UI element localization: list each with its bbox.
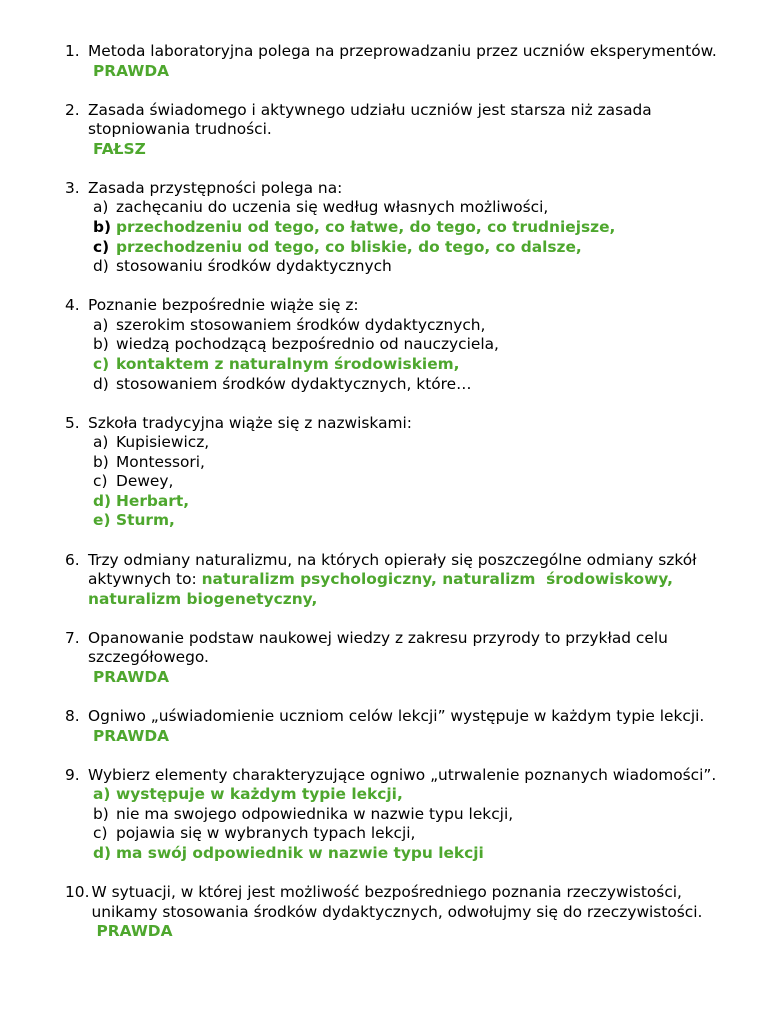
option-text: przechodzeniu od tego, co łatwe, do tego, co trudniejsze,	[116, 218, 616, 237]
item-number: 9.	[65, 765, 80, 784]
option-text: pojawia się w wybranych typach lekcji,	[116, 824, 416, 843]
item-body	[88, 296, 740, 394]
option-list	[88, 198, 740, 276]
option-label: b)	[93, 335, 109, 354]
answer-text: PRAWDA	[93, 667, 170, 686]
option-label: e)	[93, 511, 111, 530]
question-text: Opanowanie podstaw naukowej wiedzy z zakresu przyrody to przykład celu szczegółowego.	[88, 628, 668, 667]
question-item	[65, 414, 740, 531]
question-text	[88, 551, 740, 610]
option-item	[93, 453, 740, 473]
option-text: występuje w każdym typie lekcji,	[116, 785, 403, 804]
item-body	[88, 101, 740, 160]
question-text: Wybierz elementy charakteryzujące ogniwo „utrwalenie poznanych wiadomości”.	[88, 765, 717, 784]
option-list	[88, 785, 740, 863]
option-label: c)	[93, 237, 110, 256]
item-number: 6.	[65, 550, 80, 569]
option-label: c)	[93, 354, 110, 373]
option-text: stosowaniu środków dydaktycznych	[116, 257, 392, 276]
question-text: Metoda laboratoryjna polega na przeprowadzaniu przez uczniów eksperymentów.	[88, 42, 717, 60]
option-label: b)	[93, 804, 109, 823]
question-text: Szkoła tradycyjna wiąże się z nazwiskami:	[88, 413, 412, 432]
option-label: a)	[93, 433, 109, 452]
item-body	[88, 551, 740, 610]
question-text: W sytuacji, w której jest możliwość bezpośredniego poznania rzeczywistości, unikamy stosowania środków dydaktycznych, odwołujmy się do rzeczywistości.	[91, 883, 703, 921]
question-text: Ogniwo „uświadomienie uczniom celów lekcji” występuje w każdym typie lekcji.	[88, 707, 705, 726]
question-item	[65, 551, 740, 610]
option-item-correct	[93, 238, 740, 258]
option-item-correct	[93, 844, 740, 864]
item-body	[88, 707, 740, 746]
item-number: 8.	[65, 707, 80, 726]
option-item-correct	[93, 511, 740, 531]
option-item	[93, 805, 740, 825]
option-label: a)	[93, 198, 109, 217]
item-number: 2.	[65, 100, 80, 119]
document-page	[65, 42, 740, 961]
option-item	[93, 375, 740, 395]
answer-text: naturalizm psychologiczny, naturalizm środowiskowy, naturalizm biogenetyczny,	[88, 570, 679, 608]
option-text: Montessori,	[116, 452, 205, 471]
option-text: Dewey,	[116, 472, 174, 491]
item-body	[88, 766, 740, 864]
item-body	[88, 629, 740, 688]
option-text: stosowaniem środków dydaktycznych, które…	[116, 374, 472, 393]
option-label: d)	[93, 374, 109, 393]
option-item	[93, 824, 740, 844]
option-label: d)	[93, 843, 112, 862]
item-body	[88, 414, 740, 531]
option-text: wiedzą pochodzącą bezpośrednio od nauczyciela,	[116, 335, 499, 354]
option-text: przechodzeniu od tego, co bliskie, do tego, co dalsze,	[116, 237, 582, 256]
option-text: zachęcaniu do uczenia się według własnych możliwości,	[116, 198, 549, 217]
option-label: d)	[93, 491, 112, 510]
option-text: Herbart,	[116, 491, 190, 510]
option-text: nie ma swojego odpowiednika w nazwie typu lekcji,	[116, 804, 514, 823]
option-label: a)	[93, 785, 111, 804]
option-text: Kupisiewicz,	[116, 433, 210, 452]
option-item-correct	[93, 785, 740, 805]
option-text: kontaktem z naturalnym środowiskiem,	[116, 354, 460, 373]
answer-text: PRAWDA	[93, 726, 170, 745]
item-number: 4.	[65, 296, 80, 315]
option-item	[93, 257, 740, 277]
question-item	[65, 883, 740, 942]
question-item	[65, 42, 740, 81]
answer-text: FAŁSZ	[93, 139, 146, 158]
option-item	[93, 433, 740, 453]
option-text: szerokim stosowaniem środków dydaktycznych,	[116, 315, 486, 334]
option-item-correct	[93, 218, 740, 238]
question-item	[65, 296, 740, 394]
option-list	[88, 316, 740, 394]
question-item	[65, 101, 740, 160]
question-text: Zasada przystępności polega na:	[88, 178, 343, 197]
option-item	[93, 316, 740, 336]
question-lead: Trzy odmiany naturalizmu, na których opierały się poszczególne odmiany szkół aktywnych to:	[88, 550, 697, 589]
option-list	[88, 433, 740, 531]
option-item	[93, 335, 740, 355]
option-label: c)	[93, 472, 108, 491]
option-label: b)	[93, 452, 109, 471]
option-item-correct	[93, 492, 740, 512]
option-text: ma swój odpowiednik w nazwie typu lekcji	[116, 843, 484, 862]
item-number: 7.	[65, 628, 80, 647]
option-label: c)	[93, 824, 108, 843]
question-item	[65, 766, 740, 864]
question-text: Poznanie bezpośrednie wiąże się z:	[88, 296, 359, 315]
item-body	[88, 42, 740, 81]
question-text: Zasada świadomego i aktywnego udziału uczniów jest starsza niż zasada stopniowania trudności.	[88, 100, 652, 139]
option-item	[93, 198, 740, 218]
item-body	[88, 179, 740, 277]
option-item	[93, 472, 740, 492]
item-number: 5.	[65, 413, 80, 432]
item-number: 3.	[65, 178, 80, 197]
answer-text: PRAWDA	[96, 922, 173, 941]
question-item	[65, 707, 740, 746]
item-number: 1.	[65, 42, 80, 60]
option-label: a)	[93, 315, 109, 334]
item-body	[91, 883, 740, 942]
item-number: 10.	[65, 883, 90, 902]
question-item	[65, 629, 740, 688]
option-label: b)	[93, 218, 112, 237]
option-label: d)	[93, 257, 109, 276]
option-text: Sturm,	[116, 511, 175, 530]
question-item	[65, 179, 740, 277]
option-item-correct	[93, 355, 740, 375]
answer-text: PRAWDA	[93, 61, 170, 80]
